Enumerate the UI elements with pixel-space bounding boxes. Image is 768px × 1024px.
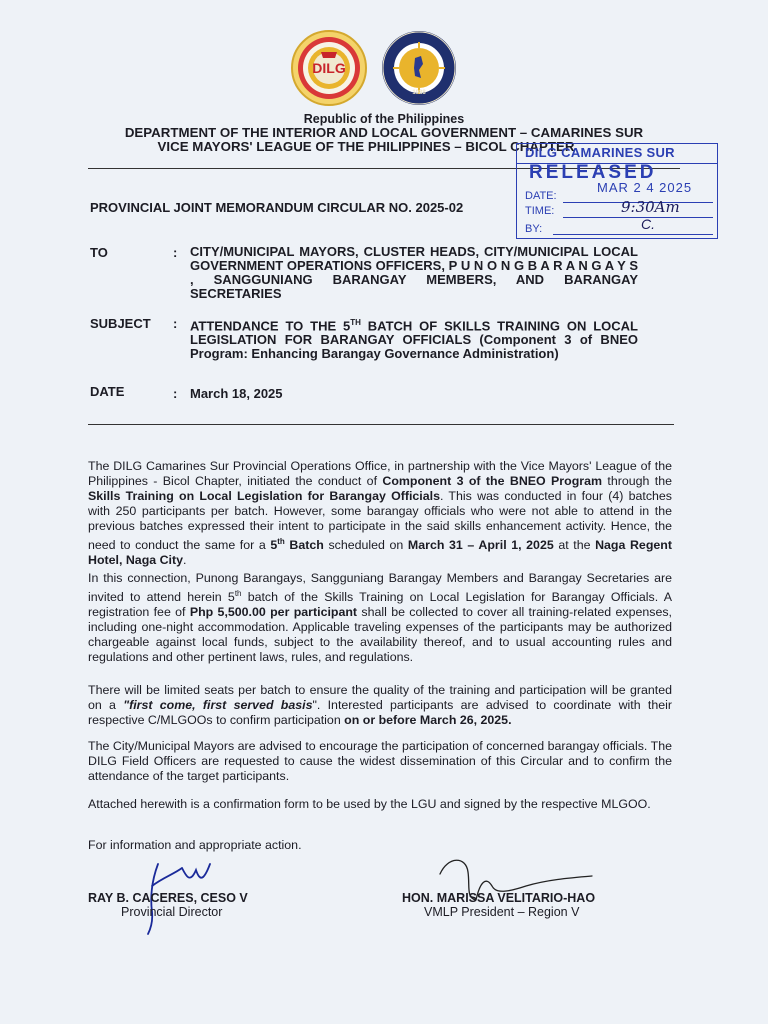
paragraph-5: Attached herewith is a confirmation form to be used by the LGU and signed by the respective MLGOO. bbox=[88, 797, 651, 811]
republic-line: Republic of the Philippines bbox=[303, 112, 465, 126]
date-colon: : bbox=[173, 386, 178, 401]
right-signatory-title: VMLP President – Region V bbox=[424, 905, 580, 919]
stamp-by-line bbox=[553, 234, 713, 235]
paragraph-6: For information and appropriate action. bbox=[88, 838, 302, 852]
stamp-time-line bbox=[563, 217, 713, 218]
to-label: TO bbox=[90, 245, 108, 260]
stamp-time-value: 9:30Am bbox=[621, 198, 680, 216]
left-signatory-title: Provincial Director bbox=[121, 905, 223, 919]
paragraph-1: The DILG Camarines Sur Provincial Operations Office, in partnership with the Vice Mayors' League of the Philippines - Bicol Chapter, initiated the conduct of Component 3 of the BNEO Program through the Skills Training on Local Legislation for Barangay Officials. This was conducted in four (4) batches with 250 participants per batch. However, some barangay officials who were not able to attend in the previous batches expressed their intent to participate in the said skills enhancement activity. Hence, the need to conduct the same for a 5th Batch scheduled on March 31 – April 1, 2025 at the Naga Regent Hotel, Naga City. bbox=[88, 459, 672, 568]
stamp-time-label: TIME: bbox=[525, 205, 555, 217]
stamp-status: RELEASED bbox=[529, 162, 657, 183]
dilg-logo bbox=[291, 30, 367, 106]
meta-rule bbox=[88, 424, 674, 425]
paragraph-4: The City/Municipal Mayors are advised to encourage the participation of concerned barangay officials. The DILG Field Officers are requested to cause the widest dissemination of this Circular and to confirm the attendance of the target participants. bbox=[88, 739, 672, 783]
paragraph-3: There will be limited seats per batch to ensure the quality of the training and participation will be granted on a "first come, first served basis". Interested participants are advised to coordinate with their respective C/MLGOOs to confirm participation on or before March 26, 2025. bbox=[88, 683, 672, 727]
subject-text-1: ATTENDANCE TO THE 5 bbox=[190, 318, 351, 334]
stamp-date-value: MAR 2 4 2025 bbox=[597, 180, 693, 195]
subject-text-2: BATCH OF SKILLS TRAINING ON LOCAL LEGISLATION FOR BARANGAY OFFICIALS (Component 3 of BNEO Program: Enhancing Barangay Governance Administration) bbox=[190, 318, 638, 362]
subject-colon: : bbox=[173, 316, 178, 331]
subject-sup: TH bbox=[350, 318, 361, 327]
left-signatory-name: RAY B. CACERES, CESO V bbox=[88, 891, 248, 905]
subject-label: SUBJECT bbox=[90, 316, 151, 331]
department-line: DEPARTMENT OF THE INTERIOR AND LOCAL GOVERNMENT – CAMARINES SUR bbox=[124, 125, 644, 140]
memo-number: PROVINCIAL JOINT MEMORANDUM CIRCULAR NO. 2025-02 bbox=[90, 200, 464, 215]
date-label: DATE bbox=[90, 384, 125, 399]
released-stamp bbox=[516, 143, 718, 239]
subject-value bbox=[190, 316, 638, 361]
vmlp-logo bbox=[381, 30, 457, 106]
right-signatory-name: HON. MARISSA VELITARIO-HAO bbox=[402, 891, 596, 905]
league-line: VICE MAYORS' LEAGUE OF THE PHILIPPINES – BICOL CHAPTER bbox=[157, 139, 575, 154]
dilg-logo-text: DILG bbox=[312, 60, 346, 76]
date-value: March 18, 2025 bbox=[190, 386, 283, 401]
stamp-date-label: DATE: bbox=[525, 190, 557, 202]
stamp-office: DILG CAMARINES SUR bbox=[525, 145, 675, 160]
to-value: CITY/MUNICIPAL MAYORS, CLUSTER HEADS, CITY/MUNICIPAL LOCAL GOVERNMENT OPERATIONS OFFICERS, P U N O N G B A R A N G A Y S , SANGGUNIANG BARANGAY MEMBERS, AND BARANGAY SECRETARIES bbox=[190, 244, 638, 301]
stamp-by-label: BY: bbox=[525, 223, 543, 235]
paragraph-2: In this connection, Punong Barangays, Sangguniang Barangay Members and Barangay Secretaries are invited to attend herein 5th batch of the Skills Training on Local Legislation for Barangay Officials. A registration fee of Php 5,500.00 per participant shall be collected to cover all training-related expenses, including one-night accommodation. Applicable traveling expenses of the participants may be authorized chargeable against local funds, subject to the availability thereof, and to usual accounting rules and regulations and other pertinent laws, rules, and regulations. bbox=[88, 571, 672, 665]
vmlp-logo-year: 1988 bbox=[412, 90, 426, 96]
to-colon: : bbox=[173, 245, 178, 260]
stamp-by-value: C. bbox=[641, 216, 655, 232]
